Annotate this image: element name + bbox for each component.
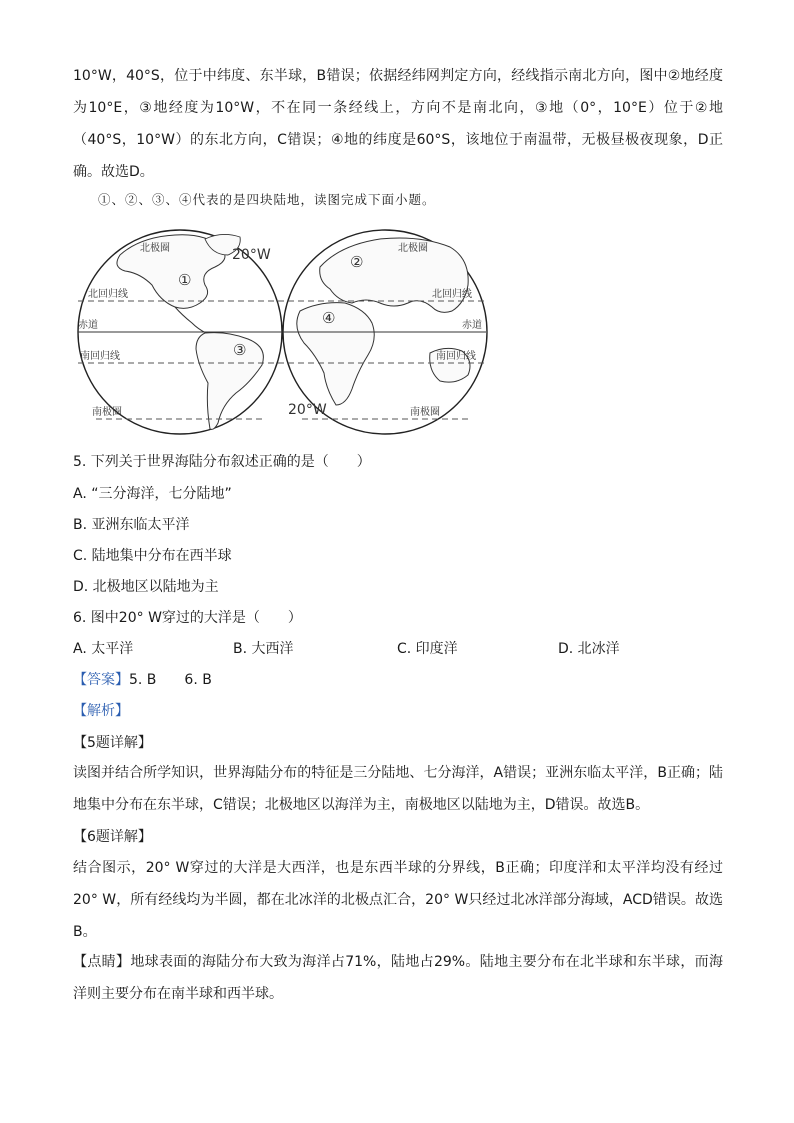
marker-2: ② bbox=[350, 253, 364, 271]
q5-option-c: C. 陆地集中分布在西半球 bbox=[73, 548, 232, 564]
answer-label: 【答案】 bbox=[73, 672, 129, 688]
q5-option-a: A. “三分海洋，七分陆地” bbox=[73, 486, 232, 502]
south-america-landmass bbox=[196, 333, 263, 430]
tip-text: 地球表面的海陆分布大致为海洋占71%，陆地占29%。陆地主要分布在北半球和东半球，而海洋则主要分布在南半球和西半球。 bbox=[73, 954, 723, 1002]
detail-6-label: 【6题详解】 bbox=[73, 829, 152, 845]
q6-stem: 6. 图中20° W穿过的大洋是（ ） bbox=[73, 610, 302, 626]
q5-option-d: D. 北极地区以陆地为主 bbox=[73, 579, 219, 595]
label-equator-east: 赤道 bbox=[462, 320, 482, 331]
tip-paragraph bbox=[73, 946, 723, 1010]
answer-line bbox=[73, 670, 212, 690]
question-intro: ①、②、③、④代表的是四块陆地，读图完成下面小题。 bbox=[98, 192, 436, 207]
detail-5-label: 【5题详解】 bbox=[73, 735, 152, 751]
label-arctic-west: 北极圈 bbox=[140, 243, 170, 254]
label-antarctic-east: 南极圈 bbox=[410, 407, 440, 418]
label-equator-west: 赤道 bbox=[78, 320, 98, 331]
label-tropic-capricorn-east: 南回归线 bbox=[436, 351, 476, 362]
detail-6-text: 结合图示，20° W穿过的大洋是大西洋，也是东西半球的分界线，B正确；印度洋和太平洋均没有经过20° W，所有经线均为半圆，都在北冰洋的北极点汇合，20° W只经过北冰洋部分海域，ACD错误。故选B。 bbox=[73, 860, 723, 940]
q6-option-b: B. 大西洋 bbox=[233, 641, 294, 657]
meridian-label-top: 20°W bbox=[232, 247, 271, 263]
label-tropic-capricorn-west: 南回归线 bbox=[80, 351, 120, 362]
analysis-label: 【解析】 bbox=[73, 703, 129, 719]
label-arctic-east: 北极圈 bbox=[398, 243, 428, 254]
africa-landmass bbox=[297, 303, 374, 405]
meridian-label-bottom: 20°W bbox=[288, 402, 327, 418]
tip-label: 【点睛】 bbox=[73, 954, 131, 970]
q6-option-d: D. 北冰洋 bbox=[558, 641, 620, 657]
marker-4: ④ bbox=[322, 309, 336, 327]
label-tropic-cancer-west: 北回归线 bbox=[88, 289, 128, 300]
label-tropic-cancer-east: 北回归线 bbox=[432, 289, 472, 300]
marker-3: ③ bbox=[233, 341, 247, 359]
marker-1: ① bbox=[178, 271, 192, 289]
label-antarctic-west: 南极圈 bbox=[92, 407, 122, 418]
detail-5-text: 读图并结合所学知识，世界海陆分布的特征是三分陆地、七分海洋，A错误；亚洲东临太平洋，B正确；陆地集中分布在东半球，C错误；北极地区以海洋为主，南极地区以陆地为主，D错误。故选B。 bbox=[73, 765, 723, 813]
q6-option-a: A. 太平洋 bbox=[73, 641, 134, 657]
hemisphere-map bbox=[0, 215, 794, 445]
top-paragraph: 10°W，40°S，位于中纬度、东半球，B错误；依据经纬网判定方向，经线指示南北方向，图中②地经度为10°E，③地经度为10°W，不在同一条经线上，方向不是南北向，③地（0°，10°E）位于②地（40°S，10°W）的东北方向，C错误；④地的纬度是60°S，该地位于南温带，无极昼极夜现象，D正确。故选D。 bbox=[73, 68, 723, 180]
central-america-landmass bbox=[175, 307, 206, 333]
q6-option-c: C. 印度洋 bbox=[397, 641, 458, 657]
answer-value: 5. B 6. B bbox=[129, 672, 212, 688]
q5-option-b: B. 亚洲东临太平洋 bbox=[73, 517, 190, 533]
q5-stem: 5. 下列关于世界海陆分布叙述正确的是（ ） bbox=[73, 454, 371, 470]
